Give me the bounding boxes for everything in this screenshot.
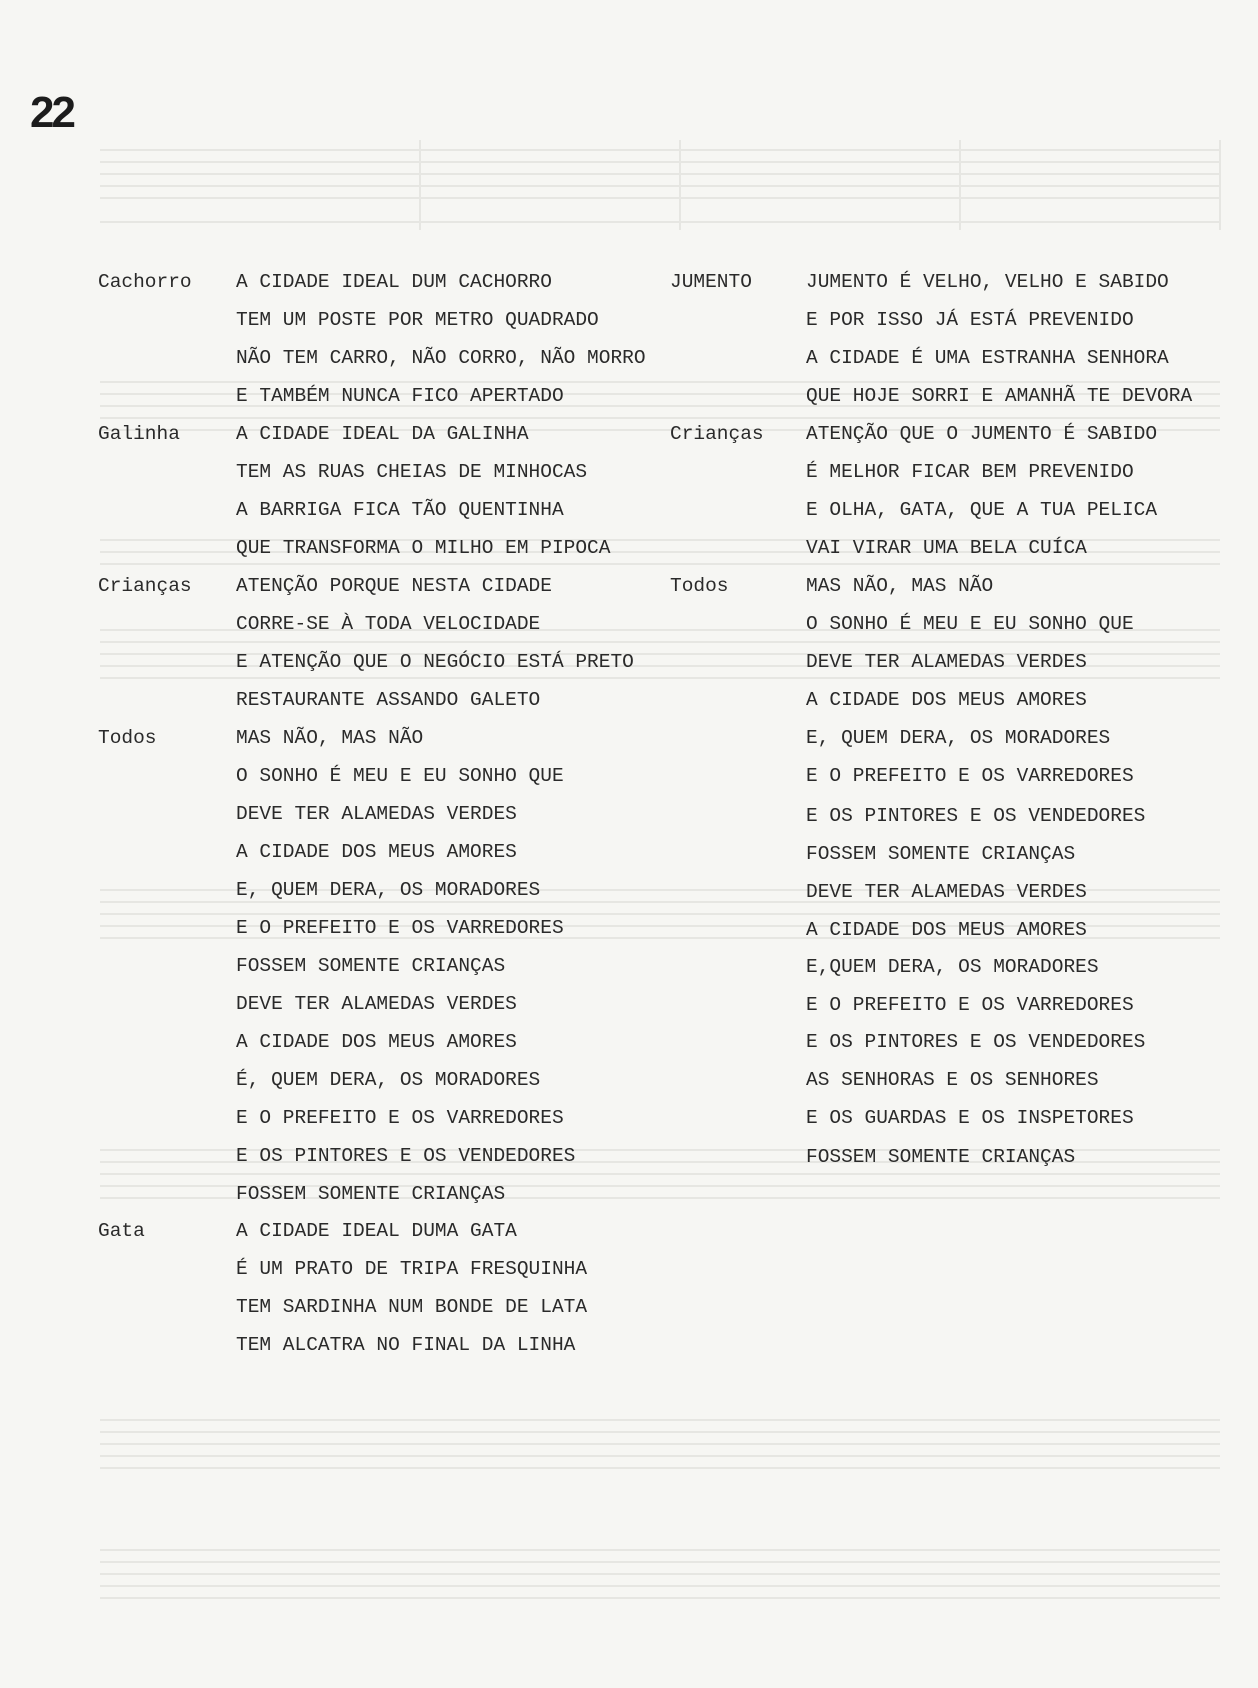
- lyric-line: A BARRIGA FICA TÃO QUENTINHA: [236, 499, 564, 521]
- lyric-line: E OS PINTORES E OS VENDEDORES: [806, 805, 1146, 827]
- lyric-line: AS SENHORAS E OS SENHORES: [806, 1069, 1099, 1091]
- role-label: Gata: [98, 1220, 145, 1242]
- lyric-line: CORRE-SE À TODA VELOCIDADE: [236, 613, 541, 635]
- role-label: Todos: [670, 575, 729, 597]
- lyric-line: O SONHO É MEU E EU SONHO QUE: [236, 765, 564, 787]
- lyric-line: RESTAURANTE ASSANDO GALETO: [236, 689, 541, 711]
- lyric-line: A CIDADE DOS MEUS AMORES: [806, 689, 1087, 711]
- lyric-line: É, QUEM DERA, OS MORADORES: [236, 1069, 541, 1091]
- lyric-line: E,QUEM DERA, OS MORADORES: [806, 956, 1099, 978]
- lyric-line: TEM AS RUAS CHEIAS DE MINHOCAS: [236, 461, 588, 483]
- lyric-line: E OS PINTORES E OS VENDEDORES: [236, 1145, 576, 1167]
- lyric-line: E POR ISSO JÁ ESTÁ PREVENIDO: [806, 309, 1134, 331]
- lyric-line: E O PREFEITO E OS VARREDORES: [806, 765, 1134, 787]
- role-label: Cachorro: [98, 271, 192, 293]
- lyric-line: DEVE TER ALAMEDAS VERDES: [236, 993, 517, 1015]
- lyric-line: É UM PRATO DE TRIPA FRESQUINHA: [236, 1258, 588, 1280]
- lyric-line: MAS NÃO, MAS NÃO: [236, 727, 424, 749]
- lyric-line: FOSSEM SOMENTE CRIANÇAS: [236, 955, 506, 977]
- role-label: Crianças: [98, 575, 192, 597]
- lyric-line: E TAMBÉM NUNCA FICO APERTADO: [236, 385, 564, 407]
- lyric-line: JUMENTO É VELHO, VELHO E SABIDO: [806, 271, 1169, 293]
- lyric-line: A CIDADE DOS MEUS AMORES: [806, 919, 1087, 941]
- lyric-line: E, QUEM DERA, OS MORADORES: [806, 727, 1111, 749]
- lyric-line: VAI VIRAR UMA BELA CUÍCA: [806, 537, 1087, 559]
- page-number: 22: [30, 88, 73, 137]
- lyric-line: NÃO TEM CARRO, NÃO CORRO, NÃO MORRO: [236, 347, 646, 369]
- role-label: Crianças: [670, 423, 764, 445]
- lyric-line: DEVE TER ALAMEDAS VERDES: [806, 881, 1087, 903]
- lyric-line: É MELHOR FICAR BEM PREVENIDO: [806, 461, 1134, 483]
- lyric-line: FOSSEM SOMENTE CRIANÇAS: [806, 1146, 1076, 1168]
- lyric-line: TEM UM POSTE POR METRO QUADRADO: [236, 309, 599, 331]
- lyric-line: MAS NÃO, MAS NÃO: [806, 575, 994, 597]
- lyric-line: E OS PINTORES E OS VENDEDORES: [806, 1031, 1146, 1053]
- role-label: Todos: [98, 727, 157, 749]
- lyric-line: O SONHO É MEU E EU SONHO QUE: [806, 613, 1134, 635]
- lyric-line: A CIDADE IDEAL DUMA GATA: [236, 1220, 517, 1242]
- lyric-line: E O PREFEITO E OS VARREDORES: [236, 1107, 564, 1129]
- lyric-line: ATENÇÃO QUE O JUMENTO É SABIDO: [806, 423, 1158, 445]
- lyric-line: A CIDADE IDEAL DA GALINHA: [236, 423, 529, 445]
- lyric-line: A CIDADE É UMA ESTRANHA SENHORA: [806, 347, 1169, 369]
- lyric-line: QUE HOJE SORRI E AMANHÃ TE DEVORA: [806, 385, 1193, 407]
- lyric-line: A CIDADE IDEAL DUM CACHORRO: [236, 271, 552, 293]
- lyric-line: E O PREFEITO E OS VARREDORES: [236, 917, 564, 939]
- role-label: JUMENTO: [670, 271, 752, 293]
- role-label: Galinha: [98, 423, 180, 445]
- lyric-line: E, QUEM DERA, OS MORADORES: [236, 879, 541, 901]
- lyric-line: QUE TRANSFORMA O MILHO EM PIPOCA: [236, 537, 611, 559]
- lyric-line: TEM SARDINHA NUM BONDE DE LATA: [236, 1296, 588, 1318]
- lyric-line: E ATENÇÃO QUE O NEGÓCIO ESTÁ PRETO: [236, 651, 634, 673]
- lyric-line: E OS GUARDAS E OS INSPETORES: [806, 1107, 1134, 1129]
- lyric-line: DEVE TER ALAMEDAS VERDES: [806, 651, 1087, 673]
- lyric-line: E OLHA, GATA, QUE A TUA PELICA: [806, 499, 1158, 521]
- lyric-line: DEVE TER ALAMEDAS VERDES: [236, 803, 517, 825]
- lyric-line: ATENÇÃO PORQUE NESTA CIDADE: [236, 575, 552, 597]
- lyric-line: TEM ALCATRA NO FINAL DA LINHA: [236, 1334, 576, 1356]
- lyric-line: A CIDADE DOS MEUS AMORES: [236, 1031, 517, 1053]
- lyric-line: A CIDADE DOS MEUS AMORES: [236, 841, 517, 863]
- lyric-line: FOSSEM SOMENTE CRIANÇAS: [806, 843, 1076, 865]
- lyric-line: FOSSEM SOMENTE CRIANÇAS: [236, 1183, 506, 1205]
- lyric-line: E O PREFEITO E OS VARREDORES: [806, 994, 1134, 1016]
